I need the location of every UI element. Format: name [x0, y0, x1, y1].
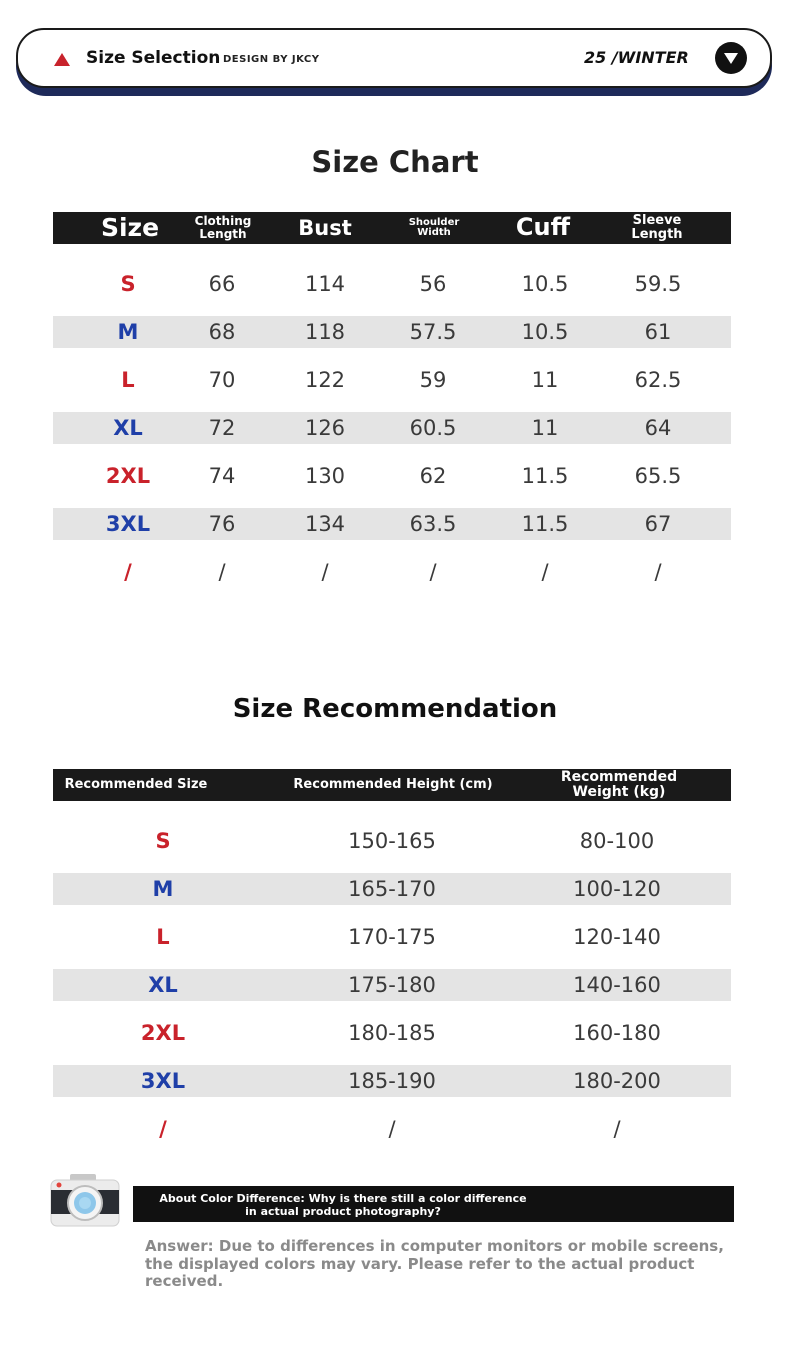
table-row [53, 969, 731, 1001]
table-cell: 150-165 [348, 829, 436, 853]
table-cell: 63.5 [409, 512, 457, 536]
col-header-shoulder-width: Shoulder Width [408, 216, 460, 238]
table-cell: 120-140 [573, 925, 661, 949]
table-cell: 67 [644, 512, 672, 536]
size-label: XL [113, 416, 143, 440]
size-chart-header [53, 212, 731, 244]
size-label: 3XL [140, 1069, 186, 1093]
table-cell: 122 [304, 368, 346, 392]
table-cell: / [218, 560, 226, 584]
table-cell: 65.5 [634, 464, 682, 488]
size-label: S [155, 829, 171, 853]
table-cell: / [654, 560, 662, 584]
table-cell: 61 [644, 320, 672, 344]
table-cell: 10.5 [521, 272, 569, 296]
table-cell: 134 [304, 512, 346, 536]
table-cell: 56 [419, 272, 447, 296]
triangle-up-icon [54, 53, 70, 66]
size-recommendation-header [53, 769, 731, 801]
col-header-cuff: Cuff [515, 213, 571, 242]
table-cell: 64 [644, 416, 672, 440]
banner-design-credit: DESIGN BY JKCY [223, 54, 320, 65]
table-row [53, 1113, 731, 1145]
table-cell: 180-200 [573, 1069, 661, 1093]
table-cell: 68 [208, 320, 236, 344]
table-cell: 130 [304, 464, 346, 488]
table-cell: 118 [304, 320, 346, 344]
banner-title: Size Selection [86, 48, 221, 68]
header-banner [16, 28, 772, 90]
size-label: L [121, 368, 135, 392]
table-row [53, 364, 731, 396]
table-cell: 60.5 [409, 416, 457, 440]
size-label: 2XL [105, 464, 151, 488]
size-label: M [117, 320, 139, 344]
table-cell: 114 [304, 272, 346, 296]
table-cell: 180-185 [348, 1021, 436, 1045]
table-row [53, 412, 731, 444]
size-label: L [156, 925, 170, 949]
table-cell: / [321, 560, 329, 584]
table-cell: 140-160 [573, 973, 661, 997]
question-text: About Color Difference: Why is there still a color difference in actual product photography? [159, 1192, 527, 1219]
table-cell: 66 [208, 272, 236, 296]
table-cell: 70 [208, 368, 236, 392]
size-label: XL [148, 973, 178, 997]
col-header-recommended-size: Recommended Size [64, 777, 208, 793]
table-cell: 72 [208, 416, 236, 440]
color-difference-answer: Answer: Due to differences in computer monitors or mobile screens, the displayed colors may vary. Please refer to the actual product received. [145, 1237, 724, 1291]
table-cell: 59 [419, 368, 447, 392]
table-row [53, 460, 731, 492]
table-cell: 11 [531, 368, 559, 392]
banner-pill [16, 28, 772, 88]
table-row [53, 556, 731, 588]
table-cell: 11.5 [521, 464, 569, 488]
col-header-size: Size [100, 212, 160, 242]
table-cell: 160-180 [573, 1021, 661, 1045]
table-row [53, 921, 731, 953]
table-row [53, 508, 731, 540]
table-row [53, 316, 731, 348]
col-header-clothing-length: Clothing Length [194, 214, 252, 241]
table-cell: 59.5 [634, 272, 682, 296]
table-cell: 100-120 [573, 877, 661, 901]
size-label: 3XL [105, 512, 151, 536]
size-chart-title: Size Chart [311, 145, 479, 179]
table-cell: 11.5 [521, 512, 569, 536]
table-cell: 126 [304, 416, 346, 440]
table-cell: 57.5 [409, 320, 457, 344]
camera-icon [50, 1172, 120, 1228]
table-cell: / [429, 560, 437, 584]
table-cell: / [613, 1117, 621, 1141]
size-recommendation-title: Size Recommendation [232, 694, 558, 724]
table-row [53, 1065, 731, 1097]
table-cell: 165-170 [348, 877, 436, 901]
table-cell: 185-190 [348, 1069, 436, 1093]
table-cell: 11 [531, 416, 559, 440]
table-cell: 62.5 [634, 368, 682, 392]
table-cell: 170-175 [348, 925, 436, 949]
table-row [53, 1017, 731, 1049]
col-header-recommended-height: Recommended Height (cm) [293, 777, 493, 793]
table-cell: / [541, 560, 549, 584]
size-label: / [159, 1117, 167, 1141]
size-label: 2XL [140, 1021, 186, 1045]
col-header-sleeve-length: Sleeve Length [631, 213, 683, 242]
table-row [53, 268, 731, 300]
banner-season: 25 /WINTER [584, 48, 689, 67]
table-cell: / [388, 1117, 396, 1141]
col-header-bust: Bust [298, 215, 352, 240]
table-cell: 175-180 [348, 973, 436, 997]
table-cell: 74 [208, 464, 236, 488]
size-label: S [120, 272, 136, 296]
table-cell: 76 [208, 512, 236, 536]
table-row [53, 825, 731, 857]
col-header-recommended-weight: Recommended Weight (kg) [560, 769, 678, 800]
table-row [53, 873, 731, 905]
color-difference-question [133, 1186, 734, 1222]
size-label: / [124, 560, 132, 584]
table-cell: 62 [419, 464, 447, 488]
chevron-down-icon[interactable] [715, 42, 747, 74]
table-cell: 10.5 [521, 320, 569, 344]
size-label: M [152, 877, 174, 901]
table-cell: 80-100 [579, 829, 655, 853]
